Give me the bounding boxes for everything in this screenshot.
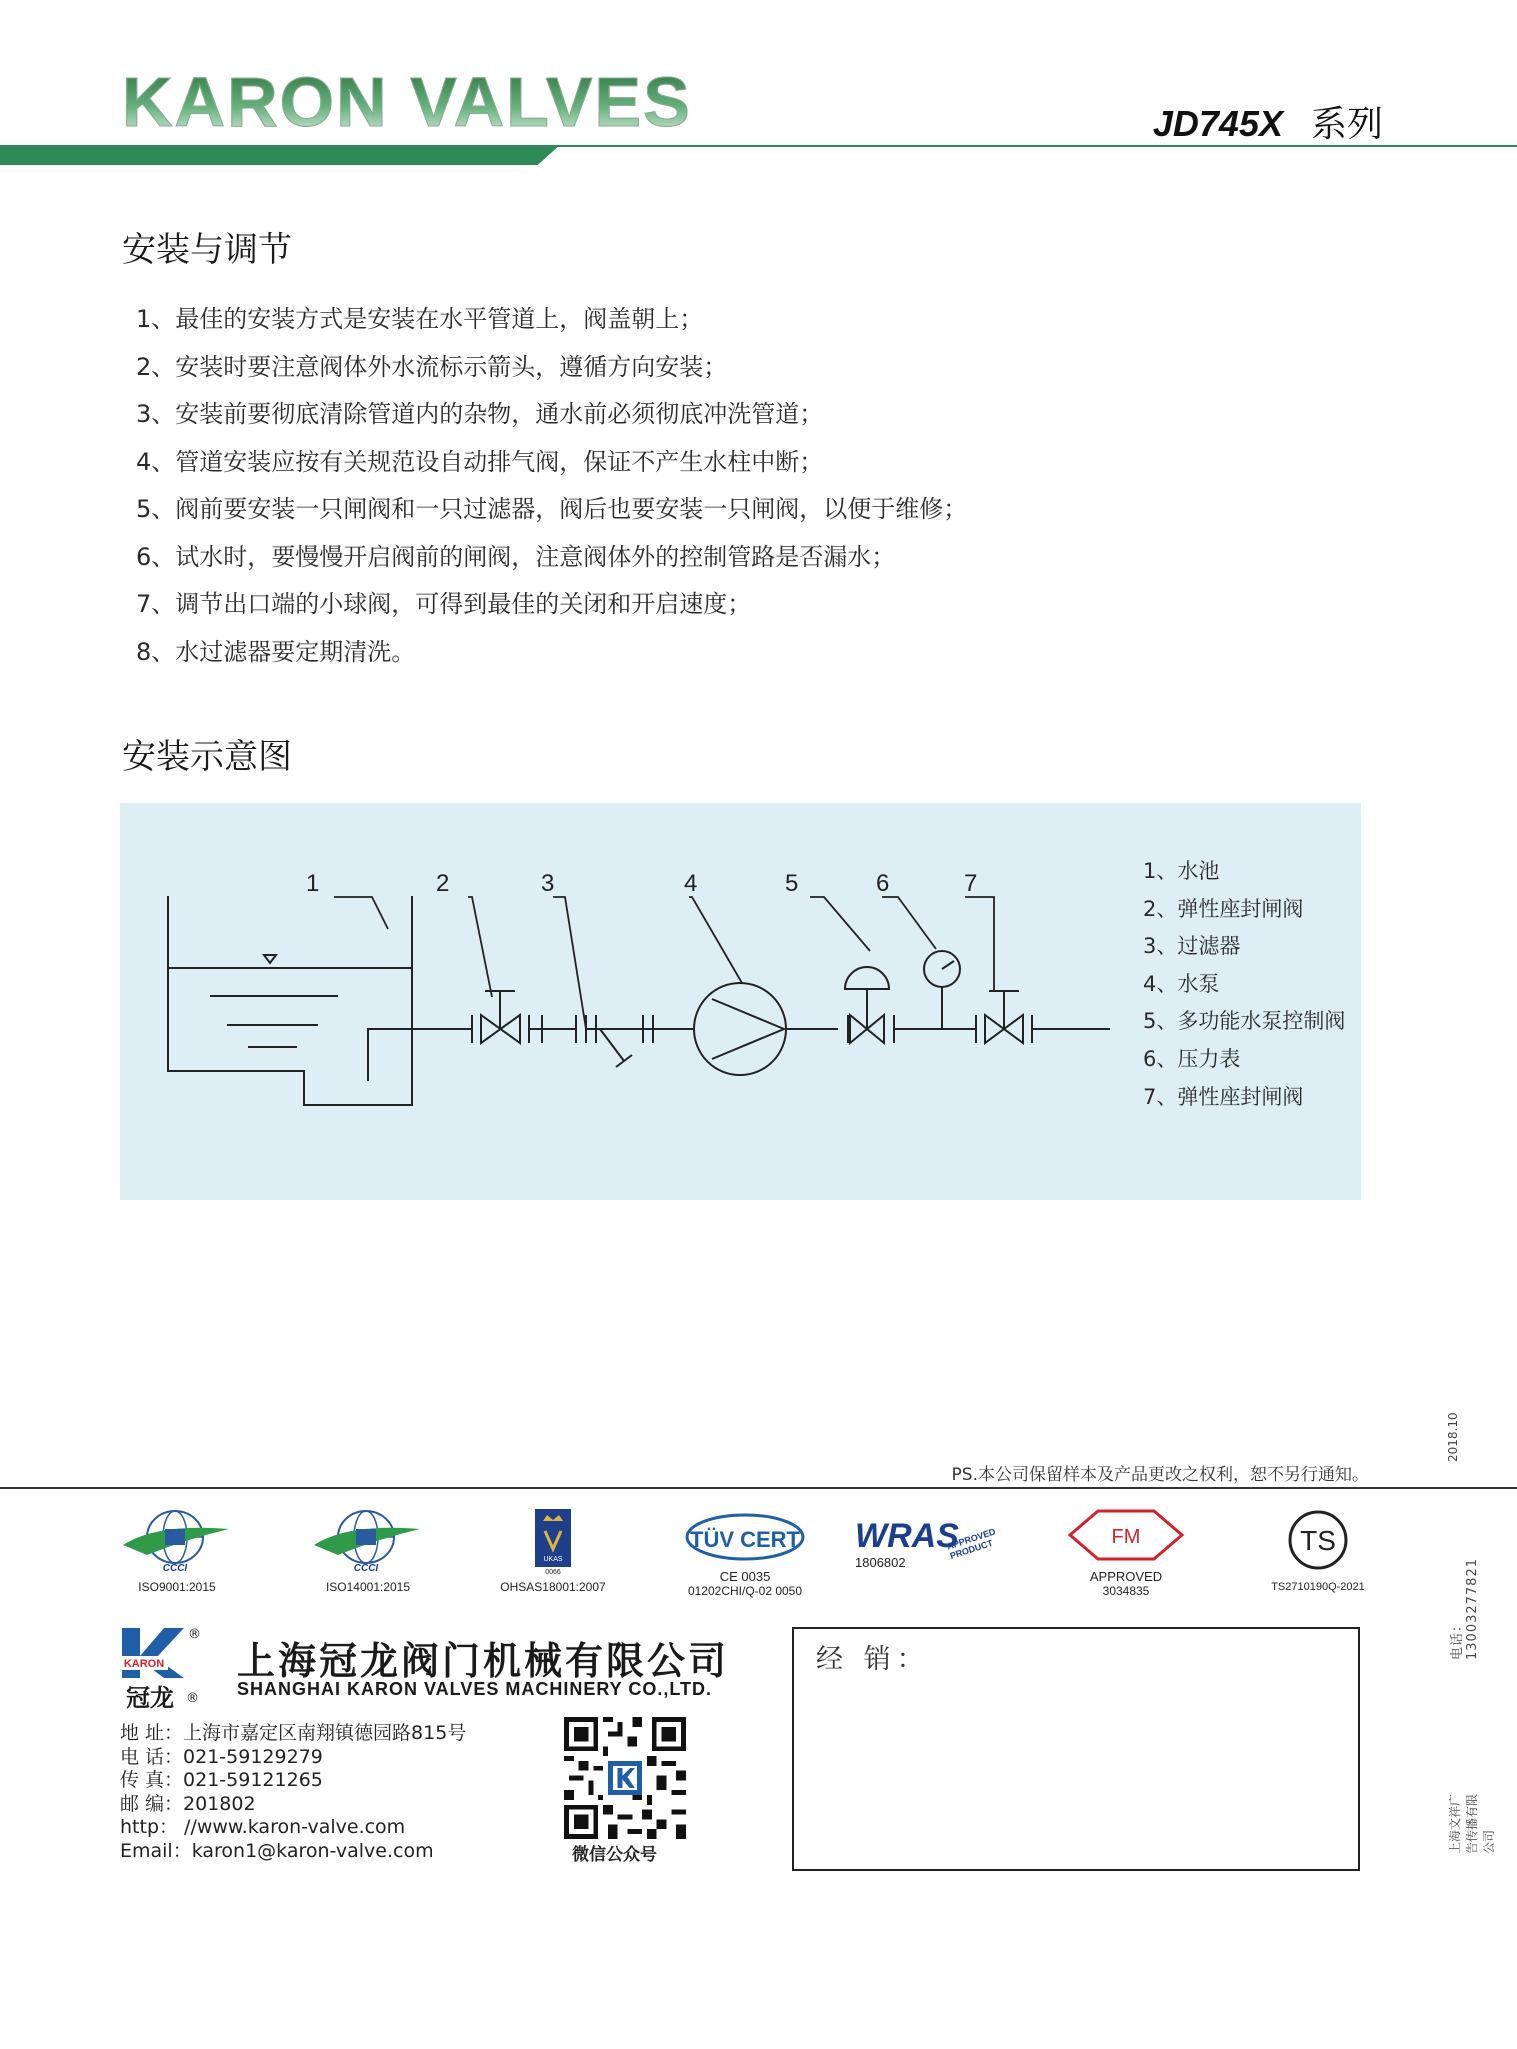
svg-text:FM: FM <box>1111 1526 1141 1548</box>
legend-item: 1、水池 <box>1143 859 1220 883</box>
series-title <box>1153 96 1383 147</box>
fax-line: 传 真：021-59121265 <box>120 1769 323 1791</box>
svg-text:KARON: KARON <box>123 1658 165 1670</box>
address-line: 地 址：上海市嘉定区南翔镇德园路815号 <box>120 1722 467 1744</box>
diagram-legend <box>1143 853 1345 1116</box>
gate-valve-2-symbol <box>472 991 529 1043</box>
list-item: 7、调节出口端的小球阀，可得到最佳的关闭和开启速度； <box>136 590 752 618</box>
legend-item: 4、水泵 <box>1143 971 1220 996</box>
list-item: 1、最佳的安装方式是安装在水平管道上，阀盖朝上； <box>136 305 704 333</box>
water-tank <box>168 896 412 1105</box>
qr-caption: 微信公众号 <box>572 1845 657 1865</box>
pump-symbol <box>694 983 786 1075</box>
list-item: 5、阀前要安装一只闸阀和一只过滤器，阀后也要安装一只闸阀，以便于维修； <box>136 495 968 523</box>
legend-item: 3、过滤器 <box>1143 934 1241 959</box>
install-instructions-list <box>136 296 967 676</box>
cert-tuv: TÜV CERT CE 0035 01202CHI/Q-02 0050 <box>675 1505 815 1598</box>
cert-iso14001: CCCI ISO14001:2015 <box>303 1505 433 1594</box>
svg-text:0066: 0066 <box>545 1569 561 1575</box>
svg-text:UKAS: UKAS <box>543 1556 563 1563</box>
tuv-logo-icon <box>680 1505 810 1565</box>
footer-rule <box>0 1487 1517 1489</box>
svg-text:TÜV CERT: TÜV CERT <box>690 1527 800 1552</box>
model-number: JD745X <box>1152 103 1283 144</box>
ukas-crown-icon <box>493 1505 613 1575</box>
legend-item: 5、多功能水泵控制阀 <box>1143 1009 1346 1034</box>
list-item: 6、试水时，要慢慢开启阀前的闸阀，注意阀体外的控制管路是否漏水； <box>136 542 896 571</box>
wras-logo: WRAS <box>855 1517 959 1555</box>
control-valve-symbol <box>845 967 894 1043</box>
cert-ohsas: UKAS 0066 OHSAS18001:2007 <box>488 1505 618 1594</box>
ts-logo-icon <box>1283 1505 1353 1575</box>
postcode-line: 邮 编：201802 <box>120 1792 256 1815</box>
qr-code <box>564 1717 686 1843</box>
website-line: http： //www.karon-valve.com <box>120 1816 406 1838</box>
svg-text:®: ® <box>186 1691 199 1706</box>
number-label: 4 <box>684 870 698 897</box>
number-label: 5 <box>785 870 799 897</box>
legend-item: 7、弹性座封闸阀 <box>1143 1084 1304 1109</box>
disclaimer-note: PS.本公司保留样本及产品更改之权利，恕不另行通知。 <box>951 1465 1369 1485</box>
globe-icon <box>308 1505 428 1575</box>
contact-block <box>120 1722 466 1863</box>
karon-logo <box>120 1626 210 1718</box>
phone-line: 电 话：021-59129279 <box>120 1745 323 1768</box>
cert-ts: TS TS2710190Q-2021 <box>1268 1505 1368 1594</box>
svg-text:TS: TS <box>1300 1525 1336 1556</box>
globe-icon <box>117 1505 237 1575</box>
side-phone: 电话：13003277821 <box>1450 1558 1480 1660</box>
number-label: 3 <box>541 870 555 897</box>
svg-text:冠龙: 冠龙 <box>126 1683 174 1712</box>
svg-text:CCCI: CCCI <box>162 1563 188 1574</box>
list-item: 4、管道安装应按有关规范设自动排气阀，保证不产生水柱中断； <box>136 447 824 476</box>
pressure-gauge-symbol <box>924 951 960 1029</box>
diagram-section-title: 安装示意图 <box>122 737 292 777</box>
legend-item: 2、弹性座封闸阀 <box>1143 896 1304 921</box>
list-item: 8、水过滤器要定期清洗。 <box>136 637 416 666</box>
qr-code-icon <box>564 1717 686 1839</box>
company-name-en: SHANGHAI KARON VALVES MACHINERY CO.,LTD. <box>237 1679 713 1699</box>
component-numbers <box>306 870 977 897</box>
list-item: 3、安装前要彻底清除管道内的杂物，通水前必须彻底冲洗管道； <box>136 400 824 428</box>
number-label: 1 <box>306 870 320 897</box>
fm-approved-icon <box>1068 1505 1184 1565</box>
svg-text:CCCI: CCCI <box>353 1563 379 1574</box>
dealer-label: 经 销： <box>816 1644 930 1675</box>
brand-logo-text: KARON VALVES <box>122 63 692 141</box>
header-green-bar <box>0 145 560 165</box>
karon-k-icon <box>120 1626 210 1714</box>
list-item: 2、安装时要注意阀体外水流标示箭头，遵循方向安装； <box>136 352 728 381</box>
cert-fm: FM APPROVED 3034835 <box>1068 1505 1184 1598</box>
email-line: Email：karon1@karon-valve.com <box>120 1839 434 1862</box>
company-name-cn: 上海冠龙阀门机械有限公司 <box>237 1639 730 1683</box>
install-section-title: 安装与调节 <box>122 230 292 270</box>
gate-valve-7-symbol <box>976 991 1032 1043</box>
cert-wras: WRAS 1806802 APPROVED PRODUCT <box>855 1505 1015 1570</box>
number-label: 7 <box>964 870 978 897</box>
legend-item: 6、压力表 <box>1143 1046 1241 1071</box>
cert-iso9001: CCCI ISO9001:2015 <box>112 1505 242 1594</box>
number-label: 2 <box>436 870 450 897</box>
leader-lines <box>334 897 994 1029</box>
svg-text:®: ® <box>188 1627 201 1642</box>
number-label: 6 <box>876 870 890 897</box>
dealer-box <box>792 1627 1360 1871</box>
print-date: 2018.10 <box>1446 1412 1460 1462</box>
filter-symbol <box>542 1015 653 1067</box>
side-agency: 上海文祥广告传播有限公司 <box>1448 1793 1496 1854</box>
series-word: 系列 <box>1310 104 1383 145</box>
